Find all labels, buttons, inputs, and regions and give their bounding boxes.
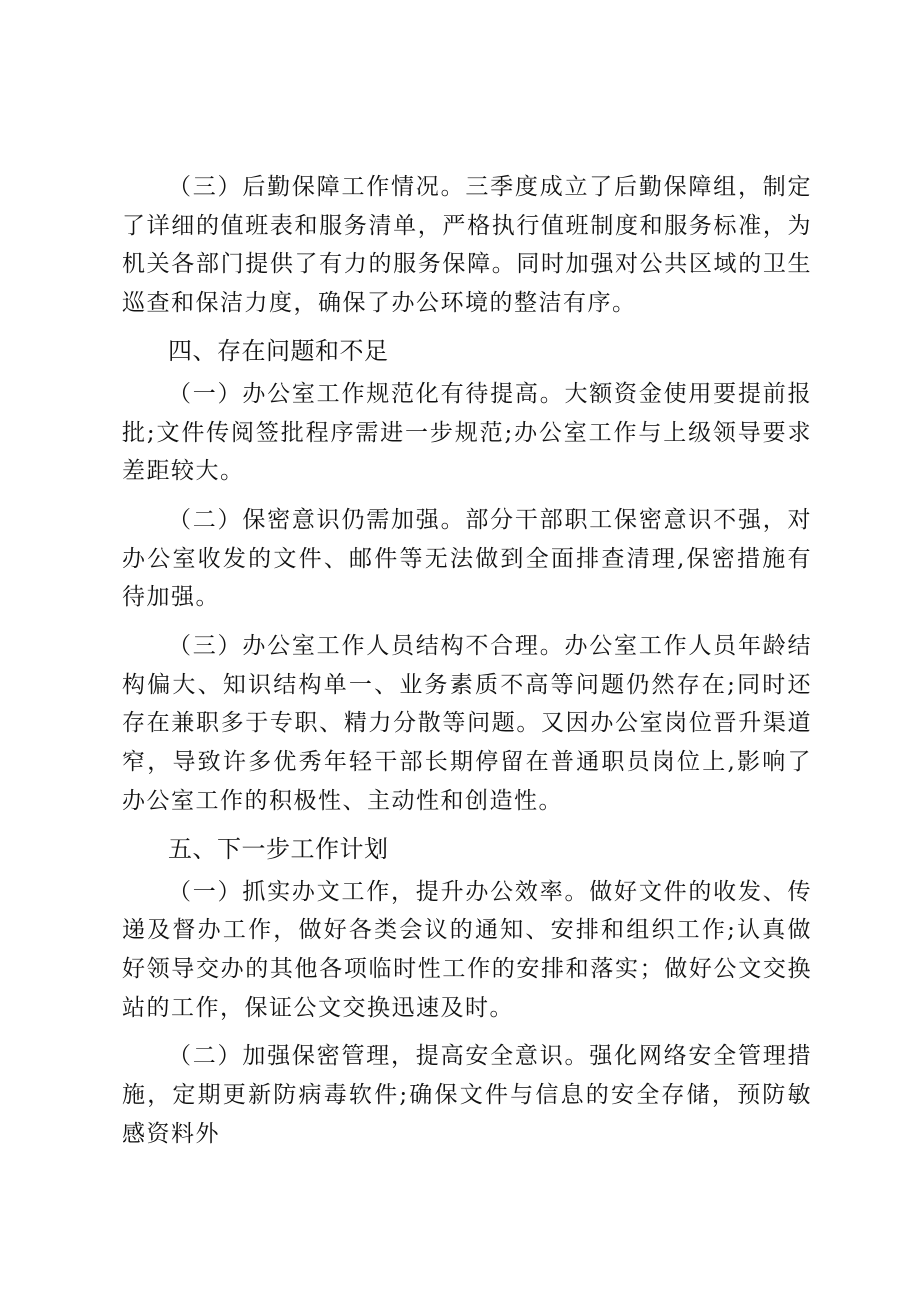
paragraph-logistics-support: （三）后勤保障工作情况。三季度成立了后勤保障组，制定了详细的值班表和服务清单，严格执行值班制度和服务标准，为机关各部门提供了有力的服务保障。同时加强对公共区域的卫生巡查和保洁力度，确保了办公环境的整洁有序。 [122,174,812,317]
paragraph-problem-confidentiality: （二）保密意识仍需加强。部分干部职工保密意识不强，对办公室收发的文件、邮件等无法做到全面排查清理,保密措施有待加强。 [122,506,812,611]
heading-problems: 四、存在问题和不足 [168,336,389,365]
paragraph-plan-confidentiality-management: （二）加强保密管理，提高安全意识。强化网络安全管理措施，定期更新防病毒软件;确保文件与信息的安全存储，预防敏感资料外 [122,1043,812,1147]
document-body [122,168,812,1153]
paragraph-problem-staff-structure: （三）办公室工作人员结构不合理。办公室工作人员年龄结构偏大、知识结构单一、业务素质不高等问题仍然存在;同时还存在兼职多于专职、精力分散等问题。又因办公室岗位晋升渠道窄，导致许多优秀年轻干部长期停留在普通职员岗位上,影响了办公室工作的积极性、主动性和创造性。 [122,633,812,814]
paragraph-problem-standardization: （一）办公室工作规范化有待提高。大额资金使用要提前报批;文件传阅签批程序需进一步规范;办公室工作与上级领导要求差距较大。 [122,380,812,485]
heading-next-plan: 五、下一步工作计划 [168,834,389,863]
paragraph-plan-document-work: （一）抓实办文工作，提升办公效率。做好文件的收发、传递及督办工作，做好各类会议的通知、安排和组织工作;认真做好领导交办的其他各项临时性工作的安排和落实；做好公文交换站的工作，保证公文交换迅速及时。 [122,878,812,1021]
